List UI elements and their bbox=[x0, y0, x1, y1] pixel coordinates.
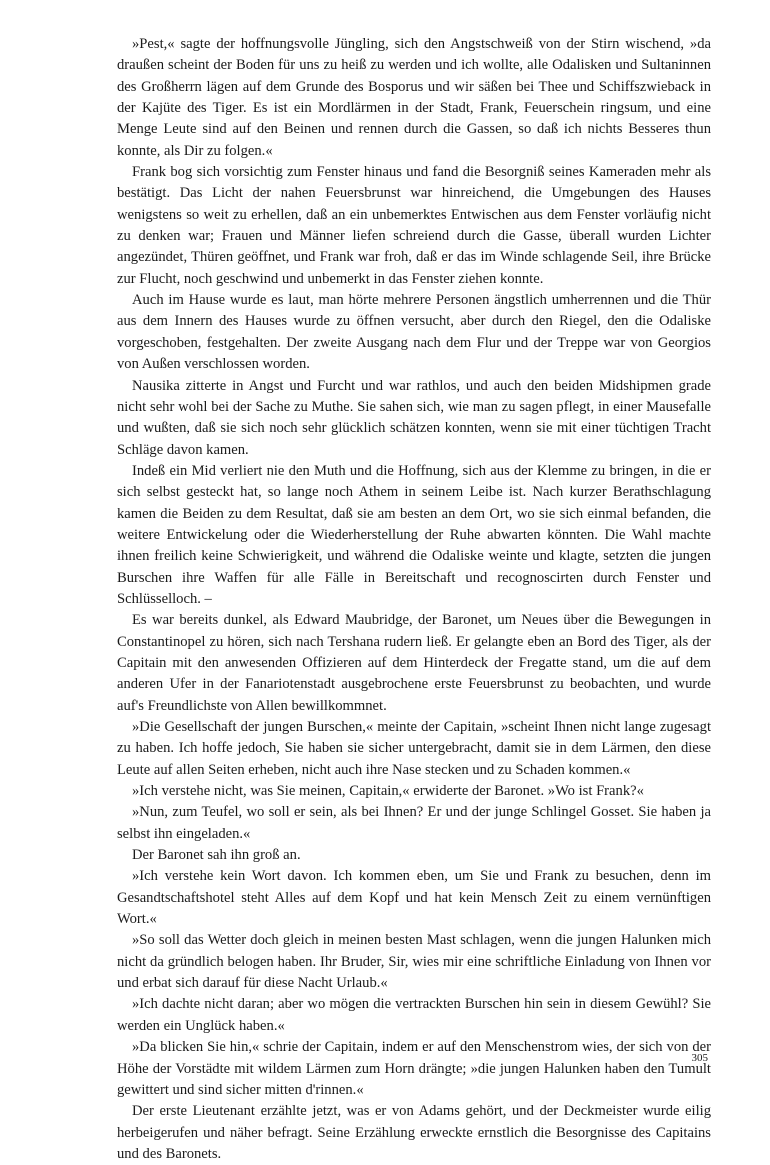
paragraph: »Nun, zum Teufel, wo soll er sein, als bei Ihnen? Er und der junge Schlingel Gosset. Sie haben ja selbst ihn eingeladen.« bbox=[117, 804, 711, 842]
paragraph: Nausika zitterte in Angst und Furcht und war rathlos, und auch den beiden Midshipmen grade nicht sehr wohl bei der Sache zu Muthe. Sie sahen sich, wie man zu sagen pflegt, in einer Mausefalle und wußten, daß sie sich noch sehr glücklich schätzen konnten, wenn sie mit einer tüchtigen Tracht Schläge davon kamen. bbox=[117, 377, 711, 458]
paragraph: »Da blicken Sie hin,« schrie der Capitain, indem er auf den Menschenstrom wies, der sich von der Höhe der Vorstädte mit wildem Lärmen zum Horn drängte; »die jungen Halunken haben den Tumult gewittert und sind sicher mitten d'rinnen.« bbox=[117, 1039, 711, 1098]
page-number: 305 bbox=[691, 1052, 708, 1064]
paragraph: »Ich verstehe nicht, was Sie meinen, Capitain,« erwiderte der Baronet. »Wo ist Frank?« bbox=[132, 783, 644, 800]
paragraph: Indeß ein Mid verliert nie den Muth und die Hoffnung, sich aus der Klemme zu bringen, in die er sich selbst gesteckt hat, so lange noch Athem in seinem Leibe ist. Nach kurzer Berathschlagung kamen die Beiden zu dem Resultat, daß sie am besten an dem Ort, wo sie sich einmal befanden, die weitere Entwickelung oder die Wiederherstellung der Ruhe abwarten könnten. Die Wahl machte ihnen freilich keine Schwierigkeit, und während die Odaliske weinte und klagte, setzten die jungen Burschen ihre Waffen für alle Fälle in Bereitschaft und recognoscirten durch Fenster und Schlüsselloch. – bbox=[117, 462, 711, 607]
paragraph: Der Baronet sah ihn groß an. bbox=[132, 847, 301, 864]
paragraph: »Ich verstehe kein Wort davon. Ich kommen eben, um Sie und Frank zu besuchen, denn im Gesandtschaftshotel steht Alles auf dem Kopf und hat kein Mensch Zeit zu einem vernünftigen Wort.« bbox=[117, 868, 711, 928]
paragraph: »Pest,« sagte der hoffnungsvolle Jüngling, sich den Angstschweiß von der Stirn wischend, »da draußen scheint der Boden für uns zu heiß zu werden und ich wollte, alle Odalisken und Sultaninnen des Großherrn lägen auf dem Grunde des Bosporus und wir säßen bei Thee und Schiffszwieback in der Kajüte des Tiger. Es ist ein Mordlärmen in der Stadt, Frank, Feuerschein ringsum, und eine Menge Leute sind auf den Beinen und rennen durch die Gassen, so daß ich nichts Besseres thun konnte, als Dir zu folgen.« bbox=[117, 36, 711, 159]
paragraph: Es war bereits dunkel, als Edward Maubridge, der Baronet, um Neues über die Bewegungen in Constantinopel zu hören, sich nach Tershana rudern ließ. Er gelangte eben an Bord des Tiger, als der Capitain mit den anwesenden Offizieren auf dem Hinterdeck der Fregatte stand, um die auf dem anderen Ufer in der Fanariotenstadt ausgebrochene erste Feuersbrunst zu beobachten, und wurde auf's Freundlichste von Allen bewillkommnet. bbox=[117, 612, 711, 714]
paragraph: Auch im Hause wurde es laut, man hörte mehrere Personen ängstlich umherrennen und die Thür aus dem Innern des Hauses wurde zu öffnen versucht, aber durch den Riegel, den die Odaliske vorgeschoben, festgehalten. Der zweite Ausgang nach dem Flur und der Treppe war von Georgios von Außen verschlossen worden. bbox=[117, 292, 711, 373]
paragraph: Frank bog sich vorsichtig zum Fenster hinaus und fand die Besorgniß seines Kameraden mehr als bestätigt. Das Licht der nahen Feuersbrunst war hinreichend, die Umgebungen des Hauses wenigstens so weit zu erhellen, daß an ein unbemerktes Entwischen aus dem Fenster vorläufig nicht zu denken war; Frauen und Männer liefen schreiend durch die Gasse, überall wurden Lichter angezündet, Thüren geöffnet, und Frank war froh, daß er das im Winde schlagende Seil, ihre Brücke zur Flucht, noch geschwind und unbemerkt in das Fenster ziehen konnte. bbox=[117, 164, 711, 287]
paragraph: »So soll das Wetter doch gleich in meinen besten Mast schlagen, wenn die jungen Halunken mich nicht da gründlich belogen haben. Ihr Bruder, Sir, wies mir eine schriftliche Einladung von Ihnen vor und erbat sich darauf für diese Nacht Urlaub.« bbox=[117, 932, 711, 992]
paragraph: Der erste Lieutenant erzählte jetzt, was er von Adams gehört, und der Deckmeister wurde eilig herbeigerufen und näher befragt. Seine Erzählung erweckte ernstlich die Besorgnisse des Capitains und des Baronets. bbox=[117, 1103, 711, 1162]
paragraph: »Die Gesellschaft der jungen Burschen,« meinte der Capitain, »scheint Ihnen nicht lange zugesagt zu haben. Ich hoffe jedoch, Sie haben sie sicher untergebracht, damit sie in dem Lärmen, den diese Leute auf allen Seiten erheben, nicht auch ihre Nase stecken und zu Schaden kommen.« bbox=[117, 719, 711, 778]
paragraph: »Ich dachte nicht daran; aber wo mögen die vertrackten Burschen hin sein in diesem Gewühl? Sie werden ein Unglück haben.« bbox=[117, 996, 711, 1034]
body-text bbox=[117, 34, 711, 1165]
